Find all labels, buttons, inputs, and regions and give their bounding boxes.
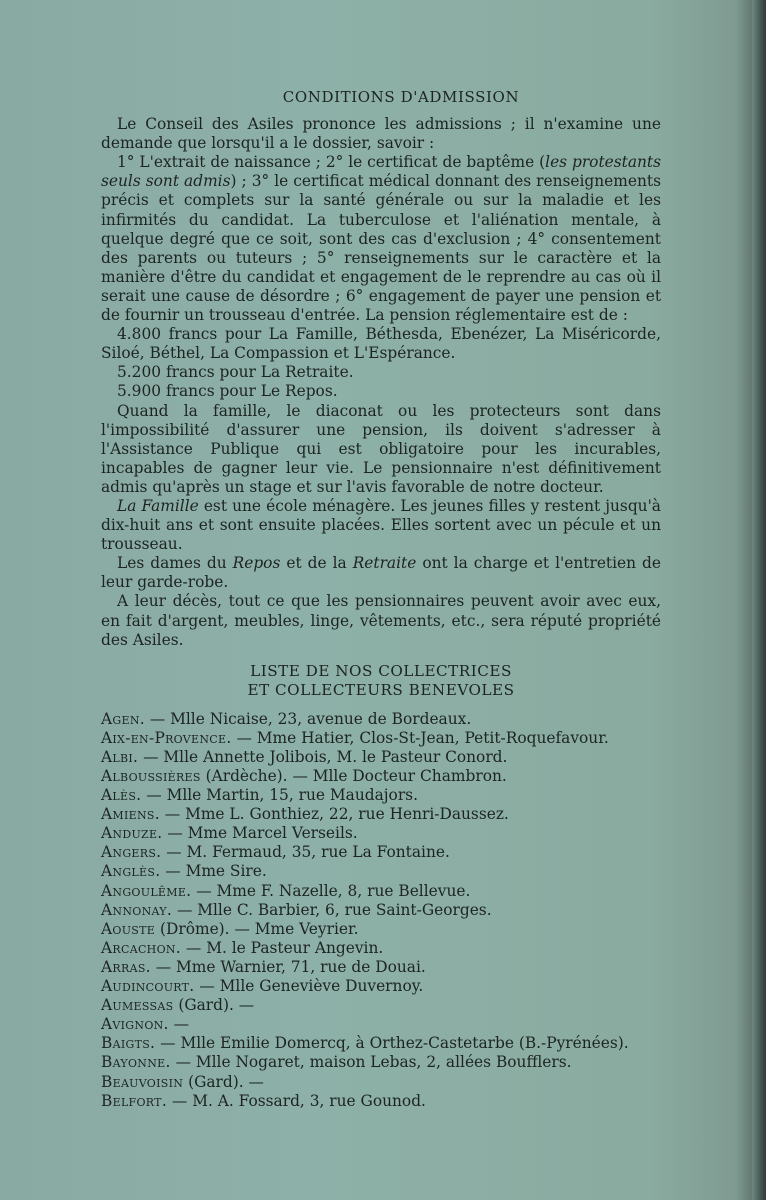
- place-name: Angoulême.: [101, 881, 192, 900]
- collector-details: — Mlle Martin, 15, rue Maudajors.: [141, 786, 418, 805]
- collector-details: — Mme L. Gonthiez, 22, rue Henri-Daussez.: [159, 805, 509, 824]
- paragraph-text: 1° L'extrait de naissance ; 2° le certificat de baptême (: [117, 153, 546, 172]
- paragraph: [101, 325, 661, 363]
- paragraph: [101, 153, 661, 325]
- place-name: Avignon.: [101, 1015, 169, 1034]
- italic-text: La Famille: [117, 496, 199, 515]
- list-item: [101, 996, 661, 1015]
- paragraph-text: ont la charge et l'entretien de leur garde-robe.: [101, 554, 662, 592]
- list-item: [101, 882, 661, 901]
- paragraph: [101, 402, 661, 497]
- list-item: [101, 1053, 661, 1072]
- collector-details: — Mme Marcel Verseils.: [162, 824, 358, 843]
- collector-details: (Ardèche). — Mlle Docteur Chambron.: [200, 767, 507, 785]
- paragraph-text: Les dames du: [117, 554, 233, 573]
- italic-text: Retraite: [352, 554, 417, 573]
- collector-details: (Gard). —: [173, 996, 255, 1015]
- place-name: Anduze.: [101, 824, 163, 843]
- paragraph: [101, 382, 661, 401]
- list-item: [101, 710, 661, 729]
- paragraph-text: 5.200 francs pour La Retraite.: [117, 363, 354, 382]
- collector-details: — Mlle Emilie Domercq, à Orthez-Castetarbe (B.-Pyrénées).: [155, 1034, 629, 1053]
- place-name: Alboussières: [101, 767, 201, 785]
- collector-details: — Mlle Nogaret, maison Lebas, 2, allées Boufflers.: [170, 1053, 572, 1072]
- list-title-line1: LISTE DE NOS COLLECTRICES: [250, 661, 512, 680]
- place-name: Audincourt.: [101, 977, 195, 996]
- list-item: [101, 767, 661, 786]
- collector-details: — Mme Warnier, 71, rue de Douai.: [150, 957, 426, 976]
- collector-details: — Mme F. Nazelle, 8, rue Bellevue.: [191, 881, 471, 900]
- place-name: Annonay.: [101, 900, 173, 919]
- list-item: [101, 862, 661, 881]
- place-name: Arras.: [101, 957, 151, 976]
- collector-details: — M. A. Fossard, 3, rue Gounod.: [167, 1091, 426, 1110]
- list-item: [101, 824, 661, 843]
- list-item: [101, 958, 661, 977]
- place-name: Anglès.: [101, 862, 161, 881]
- italic-text: Repos: [232, 554, 281, 573]
- collector-details: —: [168, 1015, 190, 1034]
- paragraph-text: 4.800 francs pour La Famille, Béthesda, Ebenézer, La Miséricorde, Siloé, Béthel, La Compassion et L'Espérance.: [101, 325, 661, 363]
- place-name: Arcachon.: [101, 938, 182, 957]
- list-item: [101, 805, 661, 824]
- list-item: [101, 729, 661, 748]
- collector-details: — Mlle Nicaise, 23, avenue de Bordeaux.: [144, 709, 472, 728]
- paragraph: [101, 592, 661, 649]
- paragraph-text: A leur décès, tout ce que les pensionnaires peuvent avoir avec eux, en fait d'argent, meubles, linge, vêtements, etc., sera réputé propriété des Asiles.: [101, 592, 661, 649]
- list-item: [101, 920, 661, 939]
- page-title: CONDITIONS D'ADMISSION: [282, 88, 520, 106]
- list-item: [101, 1092, 661, 1111]
- italic-text: les protestants seuls sont admis: [101, 153, 661, 191]
- paragraph-text: Quand la famille, le diaconat ou les protecteurs sont dans l'impossibilité d'assurer une pension, ils doivent s'adresser à l'Assistance Publique qui est obligatoire pour les incurables, incapables de gagner leur vie. Le pensionnaire n'est définitivement admis qu'après un stage et sur l'avis favorable de notre docteur.: [101, 401, 661, 496]
- place-name: Bayonne.: [101, 1053, 171, 1072]
- list-item: [101, 977, 661, 996]
- paragraph: [101, 363, 661, 382]
- list-item: [101, 901, 661, 920]
- place-name: Angers.: [101, 843, 162, 862]
- place-name: Beauvoisin: [101, 1072, 184, 1091]
- collector-details: — M. le Pasteur Angevin.: [181, 938, 384, 957]
- page-binding-edge: [752, 0, 766, 1200]
- place-name: Albi.: [101, 747, 139, 766]
- paragraph-text: et de la: [280, 554, 353, 573]
- place-name: Baigts.: [101, 1034, 156, 1053]
- list-item: [101, 786, 661, 805]
- paragraph: [101, 497, 661, 554]
- place-name: Aouste: [101, 919, 156, 938]
- collector-details: — Mlle Annette Jolibois, M. le Pasteur Conord.: [138, 747, 508, 766]
- place-name: Aumessas: [101, 996, 174, 1015]
- collector-details: — Mme Sire.: [160, 862, 267, 881]
- collector-details: (Drôme). — Mme Veyrier.: [155, 919, 359, 938]
- place-name: Belfort.: [101, 1091, 168, 1110]
- paragraph: [101, 554, 661, 592]
- list-item: [101, 843, 661, 862]
- place-name: Aix-en-Provence.: [101, 728, 232, 747]
- collector-details: — Mlle C. Barbier, 6, rue Saint-Georges.: [172, 900, 492, 919]
- list-item: [101, 1034, 661, 1053]
- place-name: Alès.: [101, 786, 142, 805]
- collector-details: — Mme Hatier, Clos-St-Jean, Petit-Roquefavour.: [231, 728, 609, 747]
- admission-conditions-text: [101, 115, 661, 650]
- paragraph-text: est une école ménagère. Les jeunes filles y restent jusqu'à dix-huit ans et sont ensuite placées. Elles sortent avec un pécule et un trousseau.: [101, 496, 661, 554]
- list-item: [101, 1073, 661, 1092]
- place-name: Agen.: [101, 709, 145, 728]
- list-item: [101, 1015, 661, 1034]
- place-name: Amiens.: [101, 805, 160, 824]
- paragraph-text: 5.900 francs pour Le Repos.: [117, 382, 338, 401]
- paragraph-text: ) ; 3° le certificat médical donnant des renseignements précis et complets sur la santé générale ou sur la maladie et les infirmités du candidat. La tuberculose et l'aliénation mentale, à quelque degré que ce soit, sont des cas d'exclusion ; 4° consentement des parents ou tuteurs ; 5° renseignements sur le caractère et la manière d'être du candidat et engagement de le reprendre au cas où il serait une cause de désordre ; 6° engagement de payer une pension et de fournir un trousseau d'entrée. La pension réglementaire est de :: [101, 172, 661, 325]
- list-title-line2: ET COLLECTEURS BENEVOLES: [247, 680, 515, 699]
- document-body: [101, 88, 661, 1111]
- list-title: [101, 662, 661, 700]
- paragraph: [101, 115, 661, 153]
- collector-details: — M. Fermaud, 35, rue La Fontaine.: [161, 843, 450, 862]
- collectors-list: [101, 710, 661, 1111]
- collector-details: — Mlle Geneviève Duvernoy.: [194, 977, 424, 996]
- list-item: [101, 748, 661, 767]
- paragraph-text: Le Conseil des Asiles prononce les admissions ; il n'examine une demande que lorsqu'il a le dossier, savoir :: [101, 115, 661, 153]
- list-item: [101, 939, 661, 958]
- collector-details: (Gard). —: [183, 1072, 264, 1091]
